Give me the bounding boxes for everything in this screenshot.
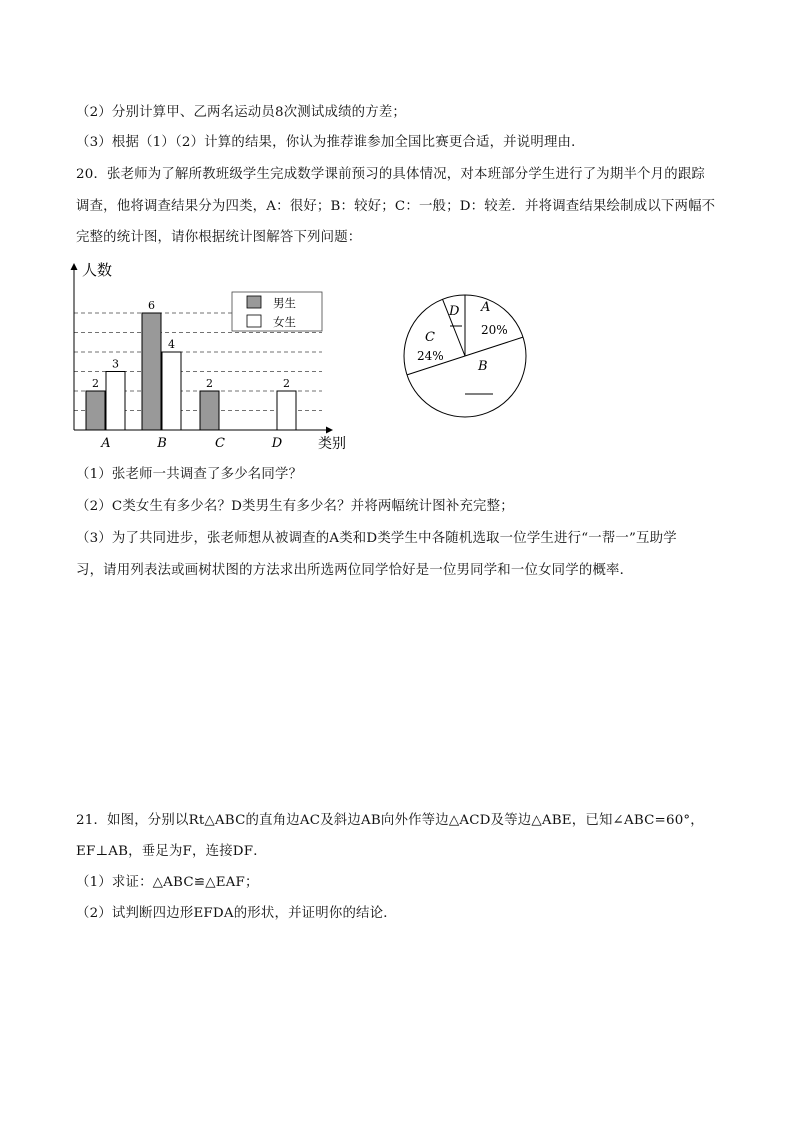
pie-label-B: B xyxy=(478,359,488,374)
x-axis-label: 类别 xyxy=(318,436,346,452)
pie-label-D: D xyxy=(449,304,460,319)
bar-A-boys xyxy=(86,391,105,430)
q21-part1: （1）求证：△ABC≌△EAF； xyxy=(76,875,259,890)
pie-chart xyxy=(395,290,545,420)
bar-value-label: 4 xyxy=(168,338,175,351)
legend-swatch-girls xyxy=(247,315,261,327)
q19-part2: （2）分别计算甲、乙两名运动员8次测试成绩的方差； xyxy=(76,105,407,120)
pie-percent-A: 20% xyxy=(481,323,508,337)
y-axis-label: 人数 xyxy=(82,261,113,279)
pie-percent-C: 24% xyxy=(417,349,444,363)
bar-B-girls xyxy=(162,352,181,430)
y-axis-arrow xyxy=(71,263,78,270)
tick-label-D: D xyxy=(271,436,283,451)
q20-intro-1: 20．张老师为了解所教班级学生完成数学课前预习的具体情况，对本班部分学生进行了为期半个月的跟踪 xyxy=(76,167,706,182)
legend-label-girls: 女生 xyxy=(273,315,296,329)
bar-C-boys xyxy=(200,391,219,430)
bar-value-label: 6 xyxy=(148,299,155,312)
q20-part3-line1: （3）为了共同进步，张老师想从被调查的A类和D类学生中各随机选取一位学生进行“一帮一”互助学 xyxy=(76,531,677,546)
legend-swatch-boys xyxy=(247,296,261,308)
bar-value-label: 2 xyxy=(92,377,99,390)
q20-intro-2: 调查，他将调查结果分为四类，A：很好；B：较好；C：一般；D：较差．并将调查结果绘制成以下两幅不 xyxy=(76,199,716,214)
q20-part3-line2: 习，请用列表法或画树状图的方法求出所选两位同学恰好是一位男同学和一位女同学的概率． xyxy=(76,563,634,578)
x-axis-arrow xyxy=(326,427,333,434)
bar-value-label: 2 xyxy=(206,377,213,390)
bar-value-label: 3 xyxy=(112,357,119,371)
bar-chart xyxy=(60,258,360,456)
pie-label-C: C xyxy=(425,330,435,345)
q21-intro-1: 21．如图，分别以Rt△ABC的直角边AC及斜边AB向外作等边△ACD及等边△ABE，已知∠ABC=60°， xyxy=(76,813,704,828)
tick-label-A: A xyxy=(101,436,111,451)
legend-label-boys: 男生 xyxy=(273,296,296,310)
pie-label-A: A xyxy=(481,300,491,315)
bar-value-label: 2 xyxy=(283,377,290,390)
bar-D-girls xyxy=(277,391,296,430)
q20-part2: （2）C类女生有多少名？D类男生有多少名？并将两幅统计图补充完整； xyxy=(76,499,514,514)
tick-label-C: C xyxy=(215,436,225,451)
q20-intro-3: 完整的统计图，请你根据统计图解答下列问题： xyxy=(76,230,362,245)
q20-part1: （1）张老师一共调查了多少名同学？ xyxy=(76,467,303,482)
bar-A-girls xyxy=(106,372,125,431)
q19-part3: （3）根据（1）（2）计算的结果，你认为推荐谁参加全国比赛更合适，并说明理由． xyxy=(76,135,585,150)
bar-B-boys xyxy=(142,313,161,430)
tick-label-B: B xyxy=(157,436,167,451)
q21-part2: （2）试判断四边形EFDA的形状，并证明你的结论． xyxy=(76,906,397,921)
q21-intro-2: EF⊥AB，垂足为F，连接DF． xyxy=(76,844,267,859)
